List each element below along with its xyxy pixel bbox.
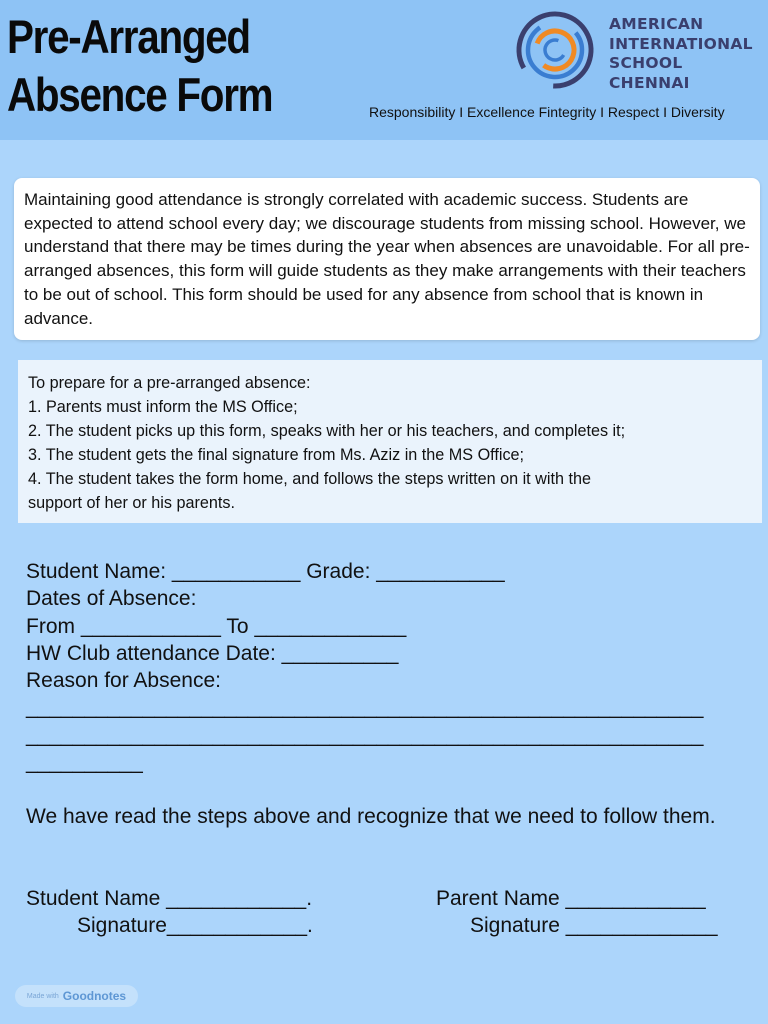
title-line-2: Absence Form: [7, 68, 273, 121]
page-title: [7, 8, 272, 124]
reason-line-3[interactable]: __________: [26, 751, 143, 775]
hw-club-date-field[interactable]: HW Club attendance Date: __________: [26, 641, 399, 665]
reason-line-2[interactable]: __________________________________________________________: [26, 723, 704, 747]
goodnotes-brand: Goodnotes: [62, 989, 127, 1003]
school-logo-icon: [515, 10, 595, 90]
school-name-line-1: AMERICAN: [609, 15, 704, 33]
steps-box: [18, 360, 762, 523]
step-3: 3. The student gets the final signature from Ms. Aziz in the MS Office;: [28, 446, 525, 464]
dates-of-absence-label: Dates of Absence:: [26, 587, 197, 611]
made-with-label: Made with: [26, 992, 59, 1000]
student-name-signature-field[interactable]: Student Name ____________.: [26, 887, 313, 910]
intro-text: Maintaining good attendance is strongly correlated with academic success. Students are expected to attend school every day; we discourage students from missing school. However, we understand that there may be times during the year when absences are unavoidable. For all pre-arranged absences, this form will guide students as they make arrangements with their teachers to be out of school. This form should be used for any absence from school that is known in advance.: [24, 190, 750, 328]
reason-label: Reason for Absence:: [26, 669, 221, 693]
school-name-line-4: CHENNAI: [609, 73, 690, 92]
absence-form-fields: [26, 558, 746, 776]
steps-heading: To prepare for a pre-arranged absence:: [28, 374, 311, 392]
school-name: [609, 15, 753, 93]
parent-name-field[interactable]: Parent Name ____________: [436, 887, 706, 910]
school-name-line-2: INTERNATIONAL: [609, 34, 753, 53]
student-signature-field[interactable]: Signature____________.: [77, 914, 313, 937]
school-name-line-3: SCHOOL: [609, 54, 683, 72]
step-2: 2. The student picks up this form, speaks with her or his teachers, and completes it;: [28, 422, 626, 440]
from-to-dates-field[interactable]: From ____________ To _____________: [26, 614, 407, 638]
step-4-continued: support of her or his parents.: [28, 494, 235, 512]
school-motto: Responsibility I Excellence Fintegrity I Respect I Diversity: [369, 104, 725, 120]
page-header: [0, 0, 768, 140]
step-1: 1. Parents must inform the MS Office;: [28, 398, 298, 416]
step-4: 4. The student takes the form home, and follows the steps written on it with the: [28, 470, 591, 488]
reason-line-1[interactable]: __________________________________________________________: [26, 696, 704, 720]
title-line-1: Pre-Arranged: [7, 10, 250, 63]
parent-signature-field[interactable]: Signature _____________: [470, 914, 718, 937]
acknowledgement-text: We have read the steps above and recognize that we need to follow them.: [26, 805, 716, 828]
goodnotes-badge[interactable]: [15, 985, 138, 1007]
intro-box: [14, 178, 760, 340]
student-name-grade-field[interactable]: Student Name: ___________ Grade: ___________: [26, 560, 505, 583]
